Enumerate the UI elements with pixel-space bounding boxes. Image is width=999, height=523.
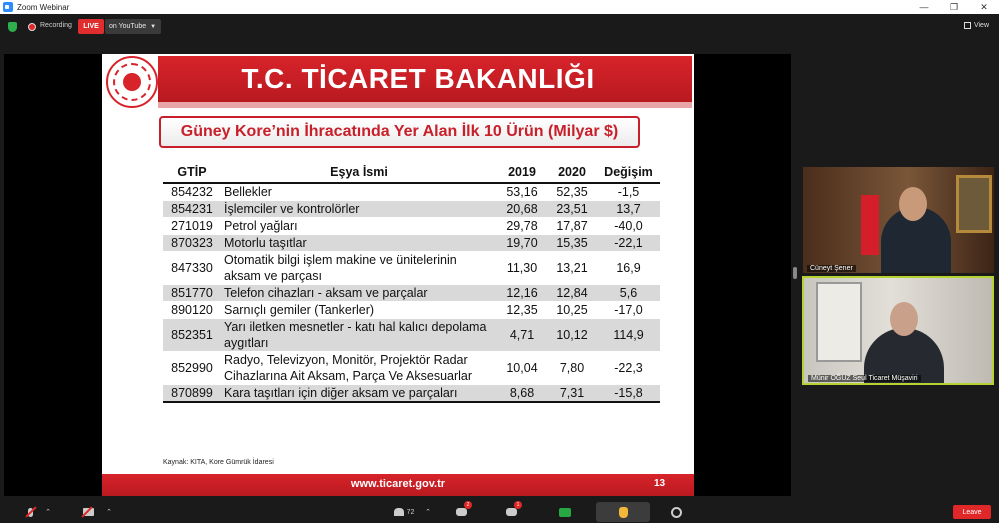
cell-2020: 7,31 xyxy=(547,385,597,403)
view-button[interactable] xyxy=(964,22,989,29)
table-row xyxy=(163,385,660,403)
header-code: GTİP xyxy=(163,161,221,183)
leave-button[interactable]: Leave xyxy=(953,505,991,519)
close-button[interactable]: ✕ xyxy=(980,1,988,12)
cell-2019: 8,68 xyxy=(497,385,547,403)
cell-2020: 15,35 xyxy=(547,235,597,252)
cell-name: Radyo, Televizyon, Monitör, Projektör Radar Cihazlarına Ait Aksam, Parça Ve Aksesuarlar xyxy=(221,352,497,385)
minimize-button[interactable]: — xyxy=(919,2,929,12)
cell-name: Telefon cihazları - aksam ve parçalar xyxy=(221,285,497,302)
cell-code: 852990 xyxy=(163,352,221,385)
share-screen-button[interactable] xyxy=(557,504,573,520)
cell-2020: 17,87 xyxy=(547,218,597,235)
cell-2019: 4,71 xyxy=(497,319,547,352)
header-2020: 2020 xyxy=(547,161,597,183)
cell-name: İşlemciler ve kontrolörler xyxy=(221,201,497,218)
logo-core xyxy=(123,73,141,91)
header-change: Değişim xyxy=(597,161,660,183)
cell-name: Motorlu taşıtlar xyxy=(221,235,497,252)
cell-change: 16,9 xyxy=(597,252,660,285)
cell-2019: 12,35 xyxy=(497,302,547,319)
cell-2019: 53,16 xyxy=(497,183,547,201)
live-badge: LIVE xyxy=(78,19,104,34)
cell-name: Sarnıçlı gemiler (Tankerler) xyxy=(221,302,497,319)
cell-name: Otomatik bilgi işlem makine ve ünitelerinin aksam ve parçası xyxy=(221,252,497,285)
table-header-row xyxy=(163,161,660,183)
cell-change: -15,8 xyxy=(597,385,660,403)
audio-options-chevron-icon[interactable]: ⌃ xyxy=(45,509,51,516)
cell-code: 870899 xyxy=(163,385,221,403)
cell-change: 13,7 xyxy=(597,201,660,218)
share-screen-icon xyxy=(559,508,571,517)
cell-2019: 11,30 xyxy=(497,252,547,285)
cell-code: 854231 xyxy=(163,201,221,218)
cell-change: 5,6 xyxy=(597,285,660,302)
cell-code: 890120 xyxy=(163,302,221,319)
slide-header xyxy=(102,54,694,110)
cell-2019: 29,78 xyxy=(497,218,547,235)
cell-2019: 10,04 xyxy=(497,352,547,385)
slide-title: T.C. TİCARET BAKANLIĞI xyxy=(241,63,595,94)
cell-change: -22,1 xyxy=(597,235,660,252)
header-2019: 2019 xyxy=(497,161,547,183)
cell-change: -17,0 xyxy=(597,302,660,319)
cell-2020: 7,80 xyxy=(547,352,597,385)
cell-2020: 13,21 xyxy=(547,252,597,285)
mute-strike xyxy=(25,506,36,517)
restore-button[interactable]: ❐ xyxy=(949,1,959,12)
table-row xyxy=(163,352,660,385)
wall-painting xyxy=(956,175,992,233)
cell-2019: 12,16 xyxy=(497,285,547,302)
cell-2019: 20,68 xyxy=(497,201,547,218)
cell-2020: 23,51 xyxy=(547,201,597,218)
participant-name: Cüneyt Şener xyxy=(807,265,856,272)
live-stream-dropdown[interactable] xyxy=(105,19,161,34)
table-row xyxy=(163,201,660,218)
cell-2020: 52,35 xyxy=(547,183,597,201)
raise-hand-icon xyxy=(619,507,628,518)
grid-icon xyxy=(964,22,971,29)
more-icon xyxy=(671,507,682,518)
meeting-toolbar xyxy=(0,499,999,523)
cell-code: 854232 xyxy=(163,183,221,201)
cell-name: Petrol yağları xyxy=(221,218,497,235)
chat-icon xyxy=(456,508,467,516)
qa-badge: 1 xyxy=(514,501,522,509)
video-strike xyxy=(81,506,92,517)
live-stream-label: on YouTube xyxy=(109,23,147,30)
room-window xyxy=(816,282,862,362)
window-title: Zoom Webinar xyxy=(17,2,70,12)
chat-button[interactable] xyxy=(453,504,469,520)
table-row xyxy=(163,252,660,285)
slide-source: Kaynak: KITA, Kore Gümrük İdaresi xyxy=(163,459,274,466)
header-band-shadow xyxy=(158,102,692,108)
slide-subtitle: Güney Kore’nin İhracatında Yer Alan İlk 10 Ürün (Milyar $) xyxy=(159,116,640,148)
cell-change: -22,3 xyxy=(597,352,660,385)
cell-2020: 12,84 xyxy=(547,285,597,302)
table-row xyxy=(163,235,660,252)
table-row xyxy=(163,302,660,319)
video-off-icon[interactable] xyxy=(80,504,96,520)
cell-code: 852351 xyxy=(163,319,221,352)
recording-label: Recording xyxy=(40,22,72,29)
window-controls xyxy=(909,0,999,14)
video-tile[interactable] xyxy=(803,167,994,273)
view-label: View xyxy=(973,22,989,29)
cell-name: Bellekler xyxy=(221,183,497,201)
cell-2020: 10,12 xyxy=(547,319,597,352)
cell-code: 851770 xyxy=(163,285,221,302)
cell-code: 271019 xyxy=(163,218,221,235)
cell-name: Kara taşıtları için diğer aksam ve parçaları xyxy=(221,385,497,403)
panel-resize-handle[interactable] xyxy=(793,267,797,279)
participants-button[interactable] xyxy=(386,504,422,520)
table-row xyxy=(163,183,660,201)
cell-2020: 10,25 xyxy=(547,302,597,319)
table-row xyxy=(163,319,660,352)
participant-name: Münir OĞUZ Seul Ticaret Müşaviri xyxy=(808,375,921,382)
header-name: Eşya İsmi xyxy=(221,161,497,183)
participant-head xyxy=(890,302,918,336)
cell-change: 114,9 xyxy=(597,319,660,352)
cell-change: -40,0 xyxy=(597,218,660,235)
logo-ring xyxy=(113,63,151,101)
meeting-top-strip xyxy=(0,14,999,40)
cell-2019: 19,70 xyxy=(497,235,547,252)
qa-button[interactable] xyxy=(503,504,519,520)
participants-icon xyxy=(394,508,404,516)
table-row xyxy=(163,218,660,235)
active-speaker-tile[interactable] xyxy=(802,276,994,385)
participant-head xyxy=(899,187,927,221)
flag xyxy=(861,195,879,255)
slide-page-number: 13 xyxy=(654,478,666,489)
security-shield-icon[interactable] xyxy=(8,22,17,32)
cell-code: 847330 xyxy=(163,252,221,285)
recording-icon xyxy=(28,23,36,31)
ministry-logo xyxy=(106,56,158,108)
chat-badge: 2 xyxy=(464,501,472,509)
cell-change: -1,5 xyxy=(597,183,660,201)
title-bar xyxy=(0,0,999,14)
qa-icon xyxy=(506,508,517,516)
raise-hand-button[interactable] xyxy=(596,502,650,522)
zoom-app-icon xyxy=(3,2,13,12)
chevron-down-icon: ▼ xyxy=(150,23,157,30)
cell-code: 870323 xyxy=(163,235,221,252)
participants-chevron-icon[interactable]: ⌃ xyxy=(425,509,431,516)
export-table xyxy=(163,161,660,403)
slide-footer-url: www.ticaret.gov.tr xyxy=(350,478,446,490)
more-button[interactable] xyxy=(668,504,684,520)
presentation-slide xyxy=(102,54,694,496)
table-row xyxy=(163,285,660,302)
cell-name: Yarı iletken mesnetler - katı hal kalıcı depolama aygıtları xyxy=(221,319,497,352)
video-options-chevron-icon[interactable]: ⌃ xyxy=(106,509,112,516)
participants-count: 72 xyxy=(406,508,415,516)
mic-muted-icon[interactable] xyxy=(24,504,36,520)
